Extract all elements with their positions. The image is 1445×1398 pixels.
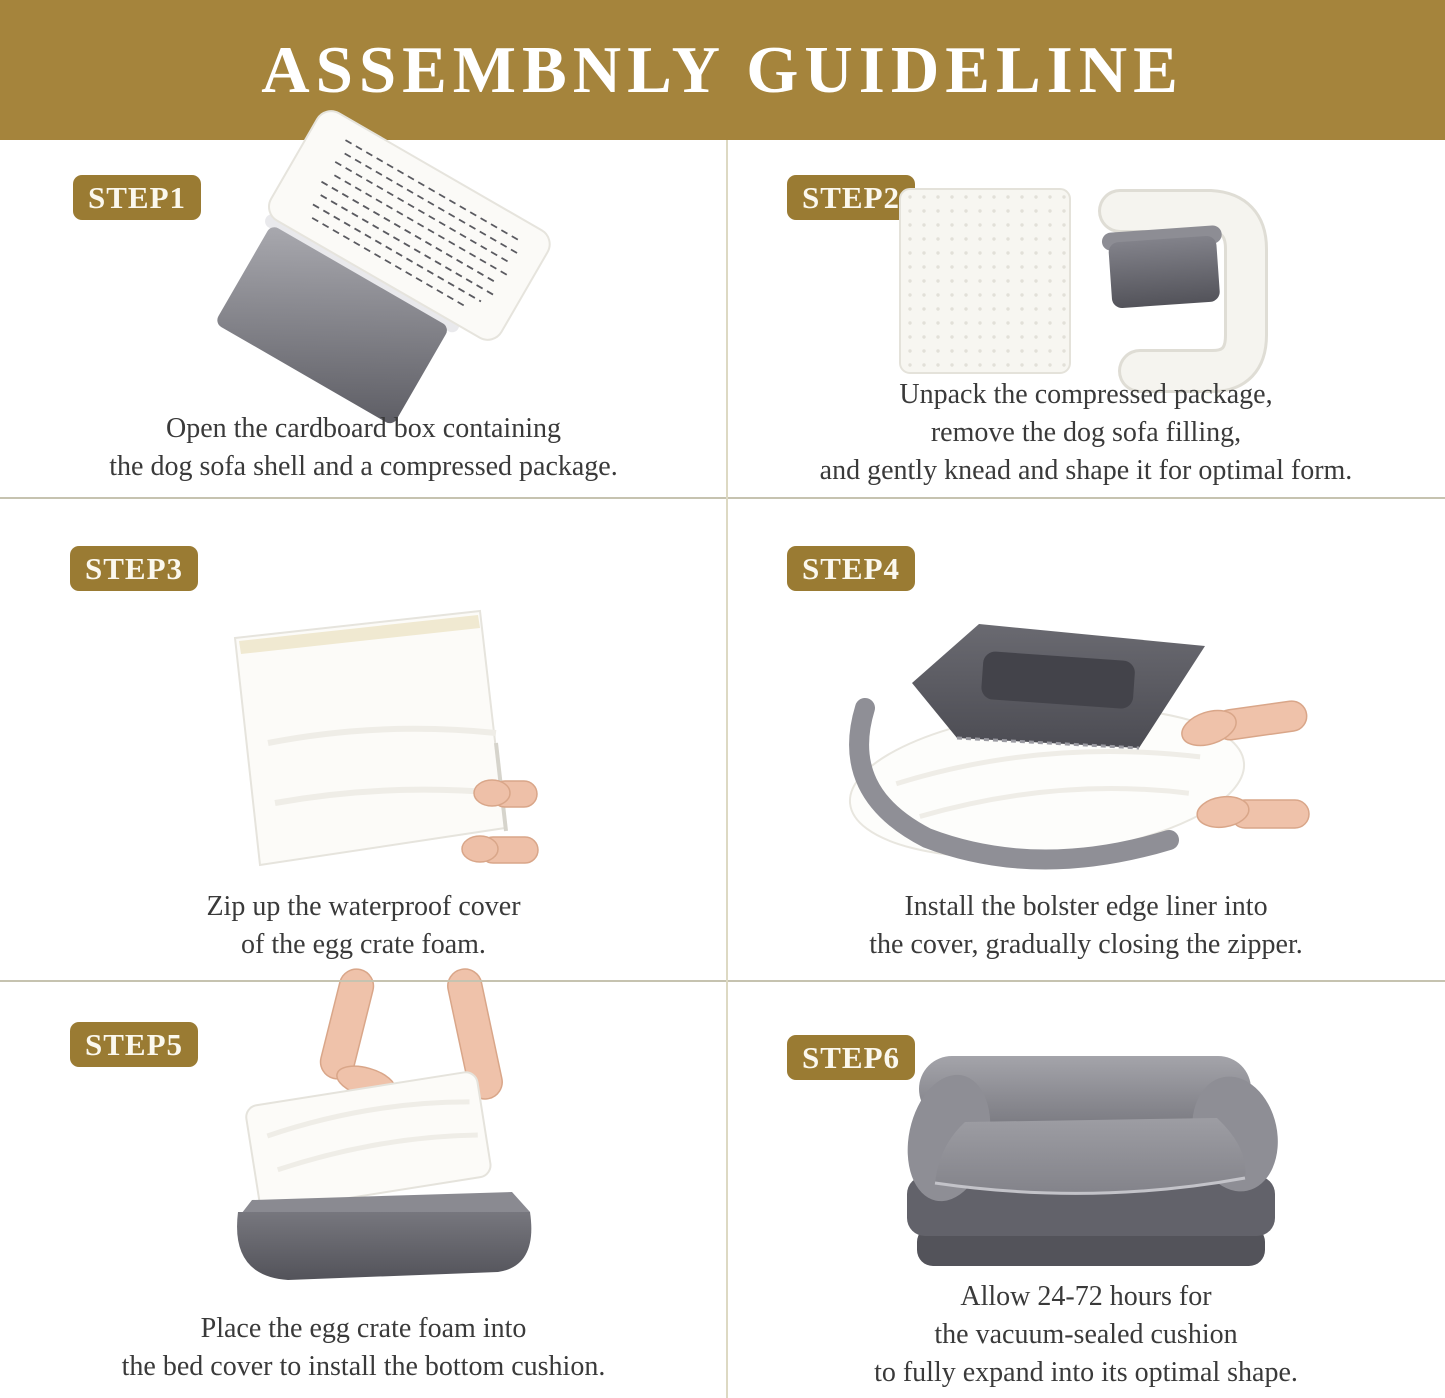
caption-line: the vacuum-sealed cushion — [934, 1319, 1238, 1350]
step2-caption — [727, 376, 1445, 490]
row-divider-1 — [0, 497, 1445, 499]
caption-line: Place the egg crate foam into — [200, 1313, 527, 1344]
step3-badge-label: STEP3 — [85, 551, 184, 586]
step2-photo-filling-parts — [892, 165, 1282, 400]
step1-section — [0, 140, 727, 498]
step4-badge — [787, 546, 915, 591]
step5-photo-placing-foam — [180, 980, 580, 1290]
caption-line: Install the bolster edge liner into — [904, 891, 1268, 922]
step6-photo-finished-dog-sofa — [877, 1028, 1307, 1298]
caption-line: Unpack the compressed package, — [899, 379, 1273, 410]
caption-line: remove the dog sofa filling, — [930, 417, 1242, 448]
step3-badge — [70, 546, 198, 591]
step1-badge — [73, 175, 201, 220]
step3-photo-zipping-cover — [180, 593, 530, 893]
caption-line: of the egg crate foam. — [241, 929, 486, 960]
step4-badge-label: STEP4 — [802, 551, 901, 586]
step4-section — [727, 498, 1445, 980]
caption-line: the dog sofa shell and a compressed package. — [109, 451, 618, 482]
step1-caption — [0, 410, 727, 486]
step4-photo-installing-liner — [807, 588, 1307, 888]
step2-badge-label: STEP2 — [802, 180, 901, 215]
step3-caption — [0, 888, 727, 964]
header-banner — [0, 0, 1445, 140]
step2-section — [727, 140, 1445, 498]
caption-line: Zip up the waterproof cover — [206, 891, 521, 922]
row-divider-2 — [0, 980, 1445, 982]
step6-badge-label: STEP6 — [802, 1040, 901, 1075]
step5-caption — [0, 1310, 727, 1386]
caption-line: and gently knead and shape it for optimal form. — [819, 455, 1353, 486]
step3-section — [0, 498, 727, 980]
caption-line: Allow 24-72 hours for — [960, 1281, 1212, 1312]
step1-badge-label: STEP1 — [88, 180, 187, 215]
step1-photo-compressed-package — [179, 88, 575, 464]
step6-section — [727, 980, 1445, 1398]
caption-line: Open the cardboard box containing — [166, 413, 561, 444]
page-title: ASSEMBNLY GUIDELINE — [261, 32, 1184, 107]
step5-badge — [70, 1022, 198, 1067]
caption-line: the cover, gradually closing the zipper. — [869, 929, 1303, 960]
column-divider — [726, 140, 728, 1398]
step6-caption — [727, 1278, 1445, 1392]
step5-badge-label: STEP5 — [85, 1027, 184, 1062]
step5-section — [0, 980, 727, 1398]
step4-caption — [727, 888, 1445, 964]
caption-line: to fully expand into its optimal shape. — [874, 1357, 1298, 1388]
caption-line: the bed cover to install the bottom cushion. — [121, 1351, 606, 1382]
